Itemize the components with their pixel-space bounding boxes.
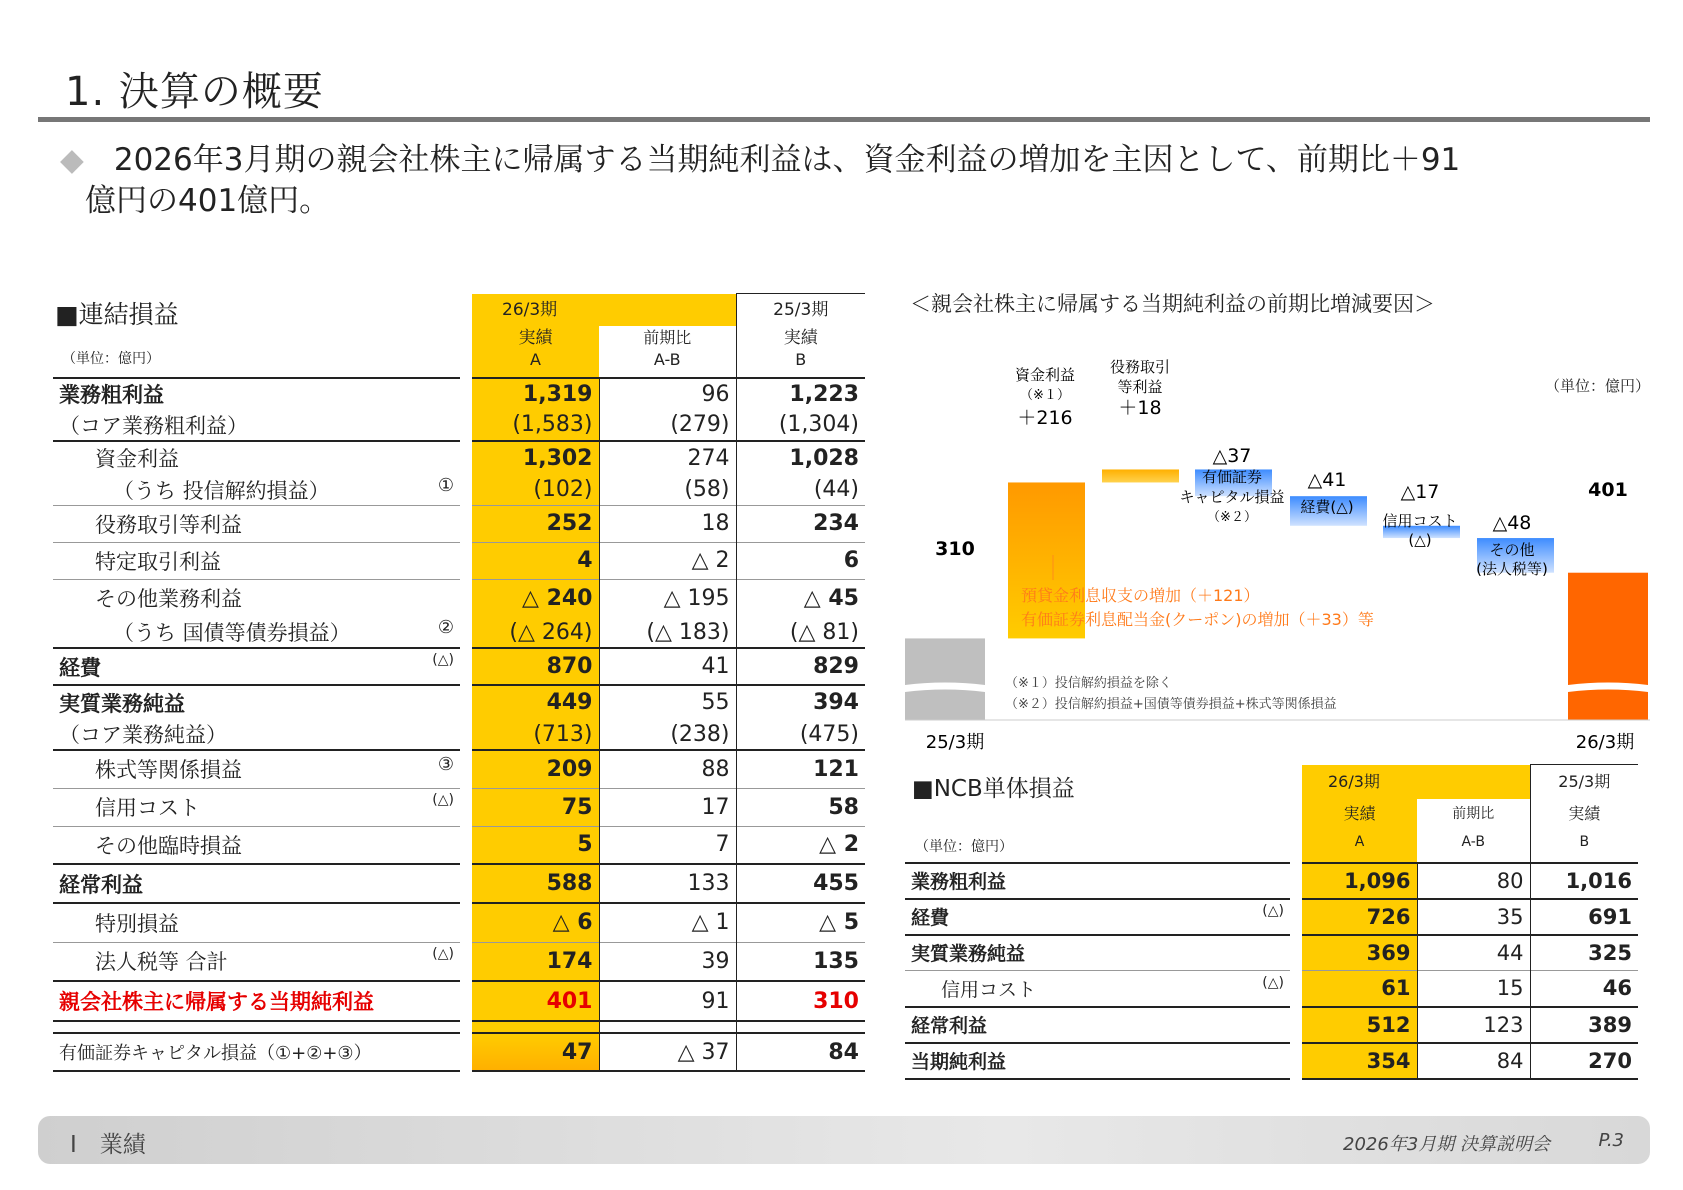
cur-actual-header: 実績 [472,326,599,350]
table-row: 資金利益 1,302 274 1,028 [53,441,865,475]
mark-minus: (△) [432,651,454,668]
note-2: （※２）投信解約損益+国債等債券損益+株式等関係損益 [1005,697,1337,712]
annotation-2: 有価証券利息配当金(クーポン)の増加（＋33）等 [1021,610,1374,629]
ncb-prev-period-header: 25/3期 [1530,765,1638,799]
page-title: 1. 決算の概要 [65,69,324,115]
table-row: 業務粗利益 1,319 96 1,223 [53,378,865,410]
table-row: （コア業務純益） (713) (238) (475) [53,719,865,750]
ncb-diff-header: 前期比 [1452,805,1495,822]
mark-2: ② [437,617,454,638]
table-row: 役務取引等利益 252 18 234 [53,505,865,542]
item-label: （※２） [1207,510,1257,525]
table-row: 法人税等 合計 (△) 174 39 135 [53,942,865,981]
bar-end [1568,573,1648,720]
mark-3: ③ [437,754,454,776]
table-row: 経常利益 512 123 389 [905,1007,1638,1043]
ncb-unit: （単位：億円） [915,839,1013,855]
summary-line-2: 億円の401億円。 [85,183,331,219]
annotation-1: 預貸金利息収支の増加（＋121） [1021,586,1260,605]
bar-start [905,638,985,720]
ncb-cur-actual-header: 実績 [1302,799,1417,829]
item-label: 等利益 [1117,378,1163,396]
mark-minus: (△) [432,946,454,963]
footer-bar [38,1116,1650,1164]
summary-bullet [60,140,1650,222]
cur-period-header: 26/3期 [472,294,736,326]
item-label: 信用コスト [1382,512,1458,530]
table-row: （うち 投信解約損益） ① (102) (58) (44) [53,475,865,506]
item-label: 役務取引 [1109,358,1171,376]
waterfall-unit: （単位：億円） [1545,377,1651,395]
footer-event: 2026年3月期 決算説明会 [1343,1134,1550,1155]
table-row: 特別損益 △ 6 △ 1 △ 5 [53,903,865,942]
prev-period-header: 25/3期 [736,294,865,326]
ncb-prev-actual-header: 実績 [1530,799,1638,829]
waterfall-title: ＜親会社株主に帰属する当期純利益の前期比増減要因＞ [910,292,1435,316]
item-label: キャピタル損益 [1179,488,1285,506]
note-1: （※１）投信解約損益を除く [1005,676,1172,691]
table-row-net-income: 親会社株主に帰属する当期純利益 401 91 310 [53,981,865,1021]
end-axis-label: 26/3期 [1575,732,1635,753]
ncb-prev-b-header: B [1530,829,1638,855]
item-label: 経費(△) [1300,498,1354,516]
item-value: △17 [1400,481,1440,503]
item-value: △41 [1307,469,1347,491]
consolidated-unit: （単位：億円） [62,351,160,367]
prev-actual-header: 実績 [736,326,865,350]
table-row: 経常利益 588 133 455 [53,864,865,903]
table-row: 信用コスト (△) 61 15 46 [905,971,1638,1007]
item-value: ＋18 [1118,397,1162,419]
ncb-table [905,764,1638,1080]
diff-header: 前期比 [643,327,692,347]
start-value-label: 310 [935,538,975,560]
consolidated-section-label: ■連結損益 [55,300,179,329]
mark-minus: (△) [1262,903,1284,919]
page-number: P.3 [1598,1130,1624,1151]
item-value: ＋216 [1017,407,1073,429]
table-row: （コア業務粗利益） (1,583) (279) (1,304) [53,410,865,441]
waterfall-chart [905,340,1655,760]
summary-line-1: 2026年3月期の親会社株主に帰属する当期純利益は、資金利益の増加を主因として、前期比＋91 [113,142,1461,178]
footer-section: Ⅰ 業績 [70,1132,146,1158]
start-axis-label: 25/3期 [925,732,985,753]
table-row-capital-gain: 有価証券キャピタル損益（①+②+③） 47 △ 37 84 [53,1033,865,1071]
table-row: 経費 (△) 870 41 829 [53,648,865,685]
diff-ab-header: A-B [653,349,681,369]
ncb-section-label: ■NCB単体損益 [912,776,1075,802]
item-label: (△) [1408,531,1432,549]
table-row: 株式等関係損益 ③ 209 88 121 [53,750,865,788]
ncb-cur-period-header: 26/3期 [1302,765,1530,799]
table-row: その他業務利益 △ 240 △ 195 △ 45 [53,579,865,617]
bar-fee-income [1102,469,1179,482]
table-row: その他臨時損益 5 7 △ 2 [53,826,865,864]
mark-minus: (△) [432,792,454,808]
item-label: (法人税等) [1476,560,1548,578]
item-value: △37 [1212,445,1252,467]
table-row: 当期純利益 354 84 270 [905,1043,1638,1079]
item-label: その他 [1489,541,1535,559]
table-row: 信用コスト (△) 75 17 58 [53,788,865,826]
item-label: 有価証券 [1201,468,1263,486]
prev-b-header: B [736,350,865,370]
ncb-diff-ab-header: A-B [1461,833,1485,850]
table-row: 実質業務純益 369 44 325 [905,935,1638,971]
mark-1: ① [437,474,454,496]
diamond-bullet-icon: ◆ [60,142,84,178]
item-label: （※１） [1020,388,1070,403]
table-row: 業務粗利益 1,096 80 1,016 [905,863,1638,899]
mark-minus: (△) [1262,974,1284,991]
title-divider [38,117,1650,122]
consolidated-table [53,293,865,1072]
item-value: △48 [1492,512,1532,534]
table-row: （うち 国債等債券損益） ② (△ 264) (△ 183) (△ 81) [53,617,865,648]
cur-a-header: A [472,350,599,370]
ncb-cur-a-header: A [1302,829,1417,855]
table-row: 特定取引利益 4 △ 2 6 [53,542,865,579]
table-row: 実質業務純益 449 55 394 [53,685,865,719]
end-value-label: 401 [1588,479,1628,501]
item-label: 資金利益 [1014,366,1076,384]
table-row: 経費 (△) 726 35 691 [905,899,1638,935]
